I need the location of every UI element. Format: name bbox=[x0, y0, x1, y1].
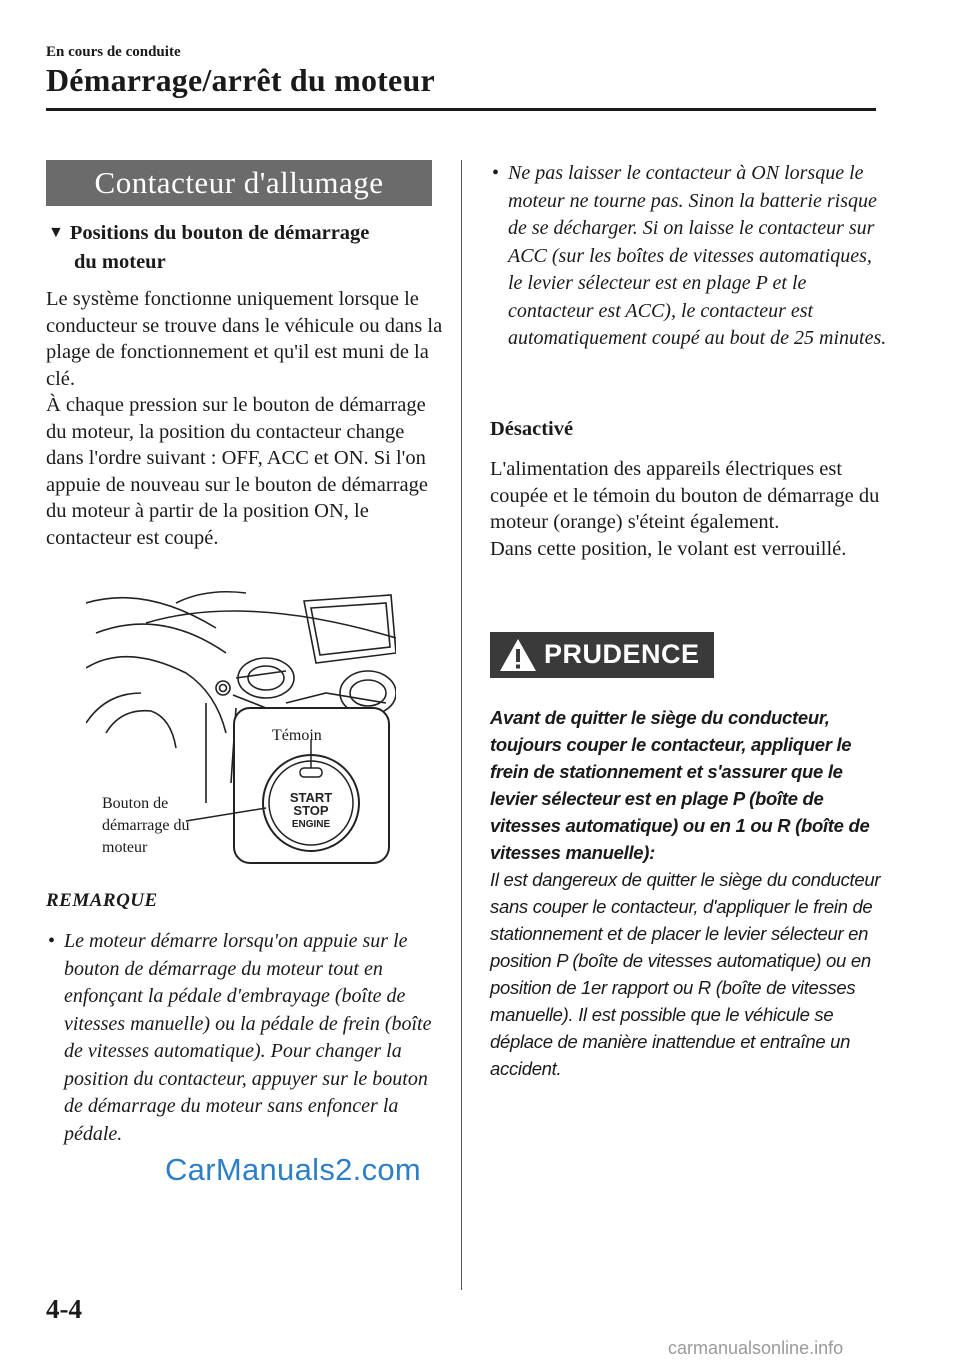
caution-label: PRUDENCE bbox=[544, 639, 700, 669]
remark-bullet-1 bbox=[46, 928, 446, 1148]
button-text-start: START bbox=[289, 790, 333, 805]
subheading-line1: Positions du bouton de démarrage bbox=[69, 222, 370, 244]
label-start-button-line3: moteur bbox=[102, 839, 148, 856]
site-watermark: carmanualsonline.info bbox=[668, 1338, 844, 1358]
warning-triangle-icon bbox=[498, 637, 538, 673]
caution-bold-text: Avant de quitter le siège du conducteur, toujours couper le contacteur, appliquer le frein de stationnement et s'assurer que le levier sélecteur est en plage P (boîte de vitesses automatique) ou en 1 ou R (boîte de vitesses manuelle): bbox=[490, 707, 870, 863]
triangle-marker-icon: ▼ bbox=[48, 224, 64, 241]
breadcrumb: En cours de conduite bbox=[46, 44, 181, 60]
desactive-paragraph-2: Dans cette position, le volant est verrouillé. bbox=[490, 537, 847, 560]
section-banner: Contacteur d'allumage bbox=[46, 160, 432, 206]
desactive-paragraph-1: L'alimentation des appareils électriques est coupée et le témoin du bouton de démarrage du moteur (orange) s'éteint également. bbox=[490, 458, 880, 533]
label-start-button bbox=[102, 793, 190, 859]
header-rule bbox=[46, 108, 876, 111]
remark-bullet-2 bbox=[490, 160, 890, 353]
subheading-line2: du moteur bbox=[74, 251, 166, 273]
button-text-stop: STOP bbox=[293, 803, 329, 818]
label-start-button-line2: démarrage du bbox=[102, 817, 190, 834]
button-text-engine: ENGINE bbox=[291, 819, 331, 830]
intro-text bbox=[46, 286, 446, 551]
desactive-text bbox=[490, 456, 890, 562]
chapter-title: Démarrage/arrêt du moteur bbox=[46, 62, 435, 98]
dashboard-illustration bbox=[86, 583, 396, 868]
label-start-button-line1: Bouton de bbox=[102, 795, 169, 812]
intro-paragraph-1: Le système fonctionne uniquement lorsque le conducteur se trouve dans le véhicule ou dans la plage de fonctionnement et qu'il est muni de la clé. bbox=[46, 288, 443, 390]
desactive-heading: Désactivé bbox=[490, 418, 574, 440]
bullet-dot-icon: • bbox=[48, 930, 56, 952]
page-number: 4-4 bbox=[46, 1294, 82, 1324]
remark-title: REMARQUE bbox=[46, 890, 158, 911]
column-divider bbox=[461, 160, 462, 1290]
caution-label-box bbox=[490, 632, 714, 678]
remark-bullet-2-text: Ne pas laisser le contacteur à ON lorsque le moteur ne tourne pas. Sinon la batterie risque de se décharger. Si on laisse le contacteur sur ACC (sur les boîtes de vitesses automatiques, le levier sélecteur est en plage P et le contacteur est ACC), le contacteur est automatiquement coupé au bout de 25 minutes. bbox=[508, 162, 887, 349]
caution-body-text: Il est dangereux de quitter le siège du conducteur sans couper le contacteur, d'appliquer le frein de stationnement et de placer le levier sélecteur en position P (boîte de vitesses automatique) ou en position de 1er rapport ou R (boîte de vitesses manuelle). Il est possible que le véhicule se déplace de manière inattendue et entraîne un accident. bbox=[490, 869, 881, 1079]
bullet-dot-icon: • bbox=[492, 162, 500, 184]
carmanuals-watermark: CarManuals2.com bbox=[165, 1152, 422, 1187]
remark-bullet-1-text: Le moteur démarre lorsqu'on appuie sur le bouton de démarrage du moteur tout en enfonçant la pédale d'embrayage (boîte de vitesses manuelle) ou la pédale de frein (boîte de vitesses automatique). Pour changer la position du contacteur, appuyer sur le bouton de démarrage du moteur sans enfoncer la pédale. bbox=[64, 930, 432, 1145]
intro-paragraph-2: À chaque pression sur le bouton de démarrage du moteur, la position du contacteur change dans l'ordre suivant : OFF, ACC et ON. Si l'on appuie de nouveau sur le bouton de démarrage du moteur à partir de la position ON, le contacteur est coupé. bbox=[46, 394, 428, 549]
subheading bbox=[48, 218, 448, 277]
label-temoin: Témoin bbox=[272, 727, 322, 744]
